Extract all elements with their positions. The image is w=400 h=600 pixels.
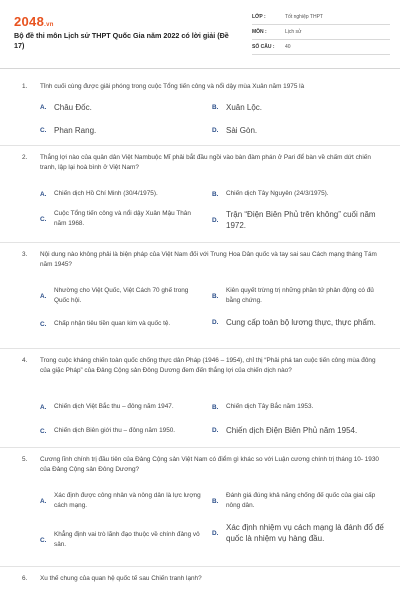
question-body: Xu thế chung của quan hệ quốc tế sau Chiến tranh lạnh? — [40, 575, 202, 582]
meta-label: MÔN : — [252, 29, 267, 35]
option-b[interactable] — [212, 402, 387, 412]
question-number: 3. — [22, 251, 28, 258]
option-text: Chiến dịch Biên giới thu – đông năm 1950. — [54, 427, 176, 434]
question-number: 1. — [22, 83, 28, 90]
option-b[interactable] — [212, 102, 372, 113]
option-a[interactable] — [40, 402, 210, 412]
option-c[interactable] — [40, 530, 210, 550]
question-body: Nội dung nào không phải là biện pháp của Việt Nam đối với Trung Hoa Dân quốc và tay sai sau Cách mạng tháng Tám năm 1945? — [40, 251, 377, 268]
option-letter: B. — [212, 497, 219, 505]
question-body: Cương lĩnh chính trị đầu tiên của Đảng Cộng sản Việt Nam có điểm gì khác so với Luận cương chính trị tháng 10- 1930 của Đảng Cộng sản Đông Dương? — [40, 456, 379, 473]
meta-row-class — [252, 10, 390, 25]
logo-text[interactable]: 2048 — [14, 14, 45, 29]
option-text: Phan Rang. — [54, 126, 97, 135]
option-text: Chiến dịch Việt Bắc thu – đông năm 1947. — [54, 403, 174, 410]
question-text — [22, 455, 392, 475]
option-letter: B. — [212, 292, 219, 300]
option-text: Chiến dịch Tây Bắc năm 1953. — [226, 403, 314, 410]
option-b[interactable] — [212, 491, 387, 511]
option-b[interactable] — [212, 189, 382, 199]
document-title: Bộ đề thi môn Lịch sử THPT Quốc Gia năm 2022 có lời giải (Đề 17) — [14, 31, 229, 50]
meta-row-count — [252, 40, 390, 55]
question-body: Thắng lợi nào của quân dân Việt Nambuộc Mĩ phải bắt đầu ngồi vào bàn đàm phán ở Pari để bàn về chấm dứt chiến tranh, lập lại hoà bình ở Việt Nam? — [40, 154, 371, 171]
question-separator — [0, 447, 400, 448]
question-text — [22, 250, 392, 270]
question-separator — [0, 348, 400, 349]
question-text — [22, 153, 392, 173]
question-text — [22, 356, 392, 376]
meta-label: LỚP : — [252, 14, 266, 20]
option-letter: C. — [40, 127, 47, 134]
option-letter: C. — [40, 536, 47, 544]
meta-value: 40 — [285, 44, 291, 50]
logo-suffix[interactable]: .vn — [44, 22, 54, 28]
option-letter: A. — [40, 104, 47, 111]
site-logo[interactable] — [14, 14, 54, 29]
option-text: Chiến dịch Tây Nguyên (24/3/1975). — [226, 190, 329, 197]
option-d[interactable] — [212, 522, 392, 544]
option-a[interactable] — [40, 286, 210, 306]
meta-label: SỐ CÂU : — [252, 44, 275, 50]
question-number: 5. — [22, 456, 28, 463]
option-letter: A. — [40, 403, 47, 411]
option-d[interactable] — [212, 125, 372, 136]
option-text: Xác định nhiệm vụ cách mạng là đánh đổ đế quốc là nhiệm vụ hàng đầu. — [226, 523, 384, 543]
header — [0, 0, 400, 72]
option-letter: D. — [212, 529, 219, 537]
question-body: Tỉnh cuối cùng được giải phóng trong cuộc Tổng tiến công và nổi dậy mùa Xuân năm 1975 là — [40, 83, 305, 90]
option-d[interactable] — [212, 209, 387, 231]
option-letter: D. — [212, 319, 219, 326]
option-text: Đánh giá đúng khả năng chống đế quốc của giai cấp nông dân. — [226, 492, 376, 509]
question-separator — [0, 566, 400, 567]
option-letter: A. — [40, 190, 47, 198]
option-letter: D. — [212, 427, 219, 434]
option-letter: B. — [212, 190, 219, 198]
question-text — [22, 82, 392, 92]
option-letter: C. — [40, 320, 47, 328]
header-divider — [0, 68, 400, 69]
option-text: Châu Đốc. — [54, 103, 92, 112]
option-letter: A. — [40, 292, 47, 300]
option-a[interactable] — [40, 491, 210, 511]
question-text — [22, 574, 392, 584]
option-text: Cung cấp toàn bộ lương thực, thực phẩm. — [226, 318, 376, 327]
option-a[interactable] — [40, 189, 205, 199]
option-d[interactable] — [212, 317, 387, 328]
option-text: Xuân Lộc. — [226, 103, 263, 112]
option-text: Khẳng định vai trò lãnh đạo thuộc về chính đảng vô sản. — [54, 531, 200, 548]
question-body: Trong cuộc kháng chiến toàn quốc chống thực dân Pháp (1946 – 1954), chỉ thị “Phải phá tan cuộc tiến công mùa đông của giặc Pháp” của Đảng Cộng sản Đông Dương đem đến thắng lợi của chiến dịch nào? — [40, 357, 376, 374]
question-number: 2. — [22, 154, 28, 161]
meta-row-subject — [252, 25, 390, 40]
option-text: Trận “Điện Biên Phủ trên không” cuối năm 1972. — [226, 210, 376, 230]
option-c[interactable] — [40, 125, 200, 136]
meta-panel — [252, 10, 390, 55]
meta-value: Lịch sử — [285, 29, 302, 35]
question-number: 6. — [22, 575, 28, 582]
option-letter: C. — [40, 427, 47, 435]
question-separator — [0, 242, 400, 243]
option-a[interactable] — [40, 102, 200, 113]
option-d[interactable] — [212, 425, 392, 436]
option-letter: A. — [40, 497, 47, 505]
option-text: Chiến dịch Điện Biên Phủ năm 1954. — [226, 426, 358, 435]
option-b[interactable] — [212, 286, 387, 306]
option-letter: C. — [40, 215, 47, 223]
option-letter: D. — [212, 127, 219, 134]
option-letter: D. — [212, 216, 219, 224]
option-text: Kiên quyết trừng trị những phần tử phản động có đủ bằng chứng. — [226, 287, 374, 304]
option-c[interactable] — [40, 209, 210, 229]
option-letter: B. — [212, 104, 219, 111]
option-text: Cuộc Tổng tiến công và nổi dậy Xuân Mậu Thân năm 1968. — [54, 210, 191, 227]
meta-value: Tốt nghiệp THPT — [285, 14, 323, 20]
option-text: Chấp nhận tiêu tiền quan kim và quốc tệ. — [54, 320, 171, 327]
option-text: Nhường cho Việt Quốc, Việt Cách 70 ghế trong Quốc hội. — [54, 287, 189, 304]
option-c[interactable] — [40, 319, 210, 329]
option-text: Sài Gòn. — [226, 126, 258, 135]
option-text: Chiến dịch Hồ Chí Minh (30/4/1975). — [54, 190, 158, 197]
question-number: 4. — [22, 357, 28, 364]
option-text: Xác định được công nhân và nông dân là lực lượng cách mạng. — [54, 492, 201, 509]
option-c[interactable] — [40, 426, 210, 436]
option-letter: B. — [212, 403, 219, 411]
question-separator — [0, 145, 400, 146]
